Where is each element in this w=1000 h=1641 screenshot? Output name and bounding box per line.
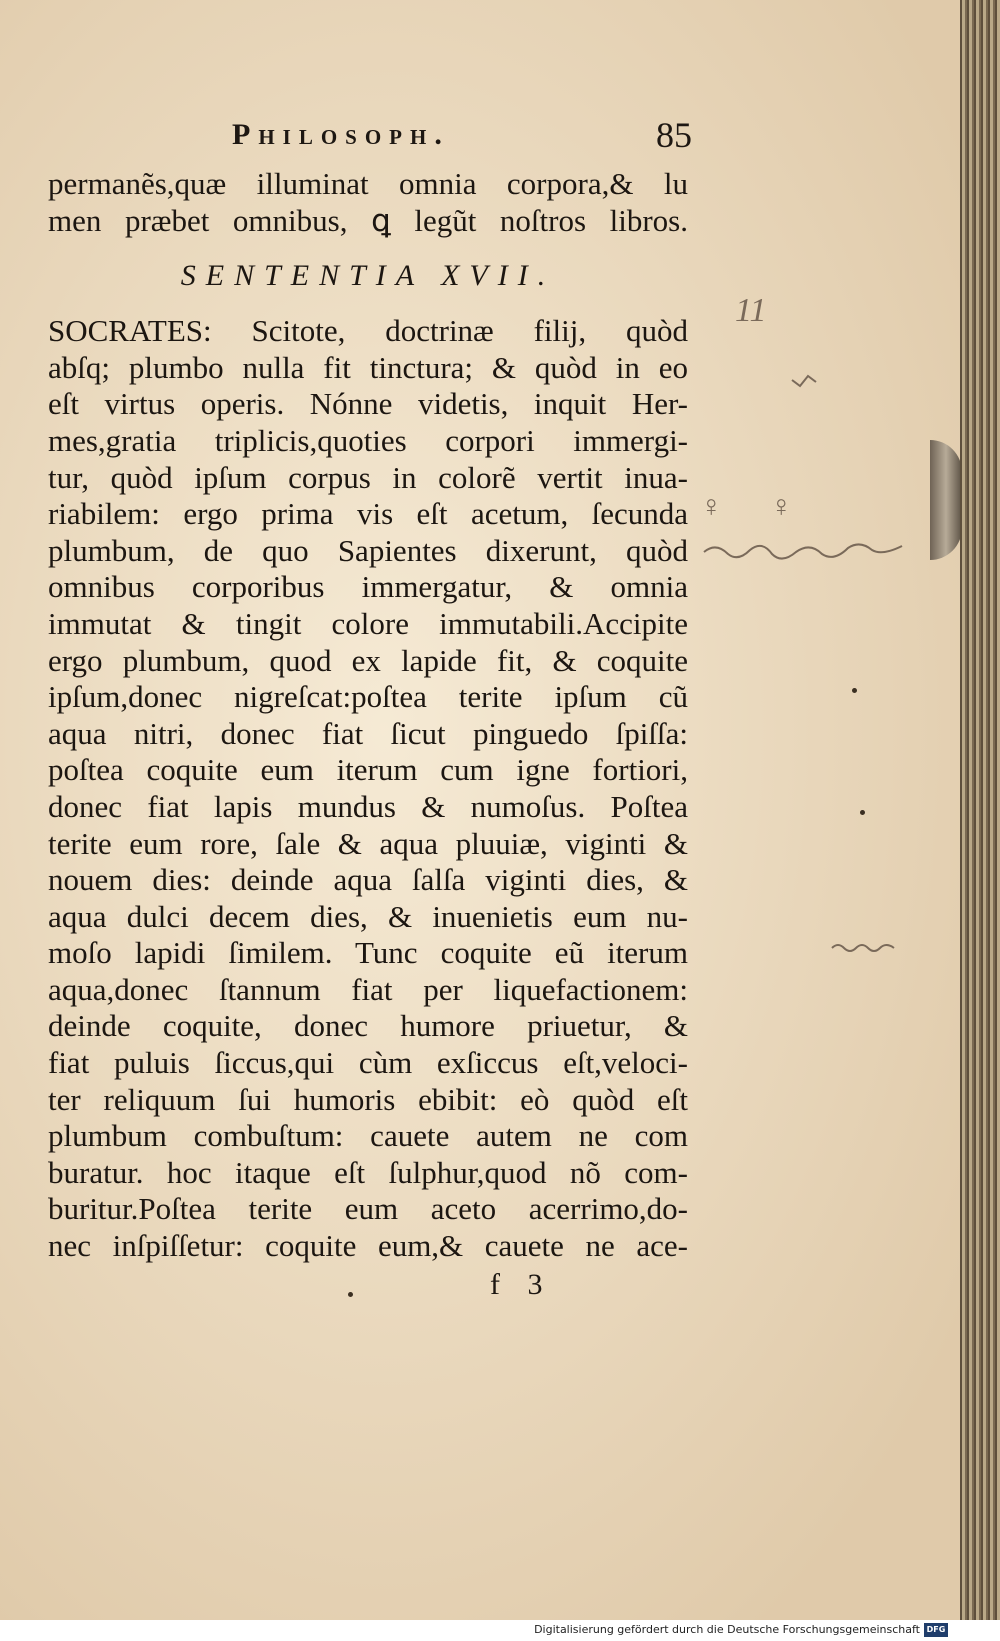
text-line: nouem dies: deinde aqua ſalſa viginti dies, & [48,862,688,898]
text-line: deinde coquite, donec humore priuetur, & [48,1008,688,1044]
text-line: abſq; plumbo nulla fit tinctura; & quòd in eo [48,349,688,385]
text-line: men præbet omnibus, ꝗ legũt noſtros libros. [48,202,688,238]
text-line: buratur. hoc itaque eſt ſulphur,quod nõ com- [48,1154,688,1190]
text-line: plumbum combuſtum: cauete autem ne com [48,1118,688,1154]
text-line: ergo plumbum, quod ex lapide fit, & coquite [48,642,688,678]
funding-credit: Digitalisierung gefördert durch die Deutsche Forschungsgemeinschaft [534,1623,920,1636]
text-line: aqua,donec ſtannum fiat per liquefactionem: [48,971,688,1007]
text-line: donec fiat lapis mundus & numoſus. Poſtea [48,788,688,824]
text-line: moſo lapidi ſimilem. Tunc coquite eũ iterum [48,935,688,971]
pencil-scribble-icon [700,530,910,570]
folio-number: 85 [656,115,692,155]
page-header [232,115,692,162]
worm-hole-mark [348,1292,353,1297]
running-title: Philosoph. [232,118,450,151]
worm-hole-mark [852,688,857,693]
text-line: aqua nitri, donec fiat ſicut pinguedo ſpiſſa: [48,715,688,751]
text-line: aqua dulci decem dies, & inuenietis eum nu- [48,898,688,934]
text-line: riabilem: ergo prima vis eſt acetum, ſecunda [48,496,688,532]
text-line: omnibus corporibus immergatur, & omnia [48,569,688,605]
text-line: terite eum rore, ſale & aqua pluuiæ, viginti & [48,825,688,861]
margin-note: 11 [735,292,767,329]
text-line: immutat & tingit colore immutabili.Accipite [48,605,688,641]
footer-bar [0,1620,1000,1641]
dfg-logo: DFG [924,1623,948,1637]
margin-note: ♀ ♀ [700,490,813,523]
pencil-dash-icon [790,370,820,390]
text-line: plumbum, de quo Sapientes dixerunt, quòd [48,532,688,568]
book-fore-edge [960,0,1000,1620]
page-clasp [930,440,962,560]
worm-hole-mark [860,810,865,815]
pencil-dash-icon [830,940,900,956]
text-line: ipſum,donec nigreſcat:poſtea terite ipſum cũ [48,679,688,715]
text-line: fiat puluis ſiccus,qui cùm exſiccus eſt,veloci- [48,1045,688,1081]
text-line: tur, quòd ipſum corpus in colorẽ vertit inua- [48,459,688,495]
text-line: poſtea coquite eum iterum cum igne fortiori, [48,752,688,788]
text-line: SOCRATES: Scitote, doctrinæ filij, quòd [48,313,688,349]
text-line: eſt virtus operis. Nónne videtis, inquit Her- [48,386,688,422]
section-heading: SENTENTIA XVII. [180,259,556,293]
text-line: ter reliquum ſui humoris ebibit: eò quòd eſt [48,1081,688,1117]
text-block [48,166,688,1265]
text-line: buritur.Poſtea terite eum aceto acerrimo,do- [48,1191,688,1227]
text-line: permanẽs,quæ illuminat omnia corpora,& lu [48,166,688,201]
signature-mark: f 3 [490,1268,543,1301]
text-line: mes,gratia triplicis,quoties corpori immergi- [48,422,688,458]
text-line: nec inſpiſſetur: coquite eum,& cauete ne ace- [48,1228,688,1264]
